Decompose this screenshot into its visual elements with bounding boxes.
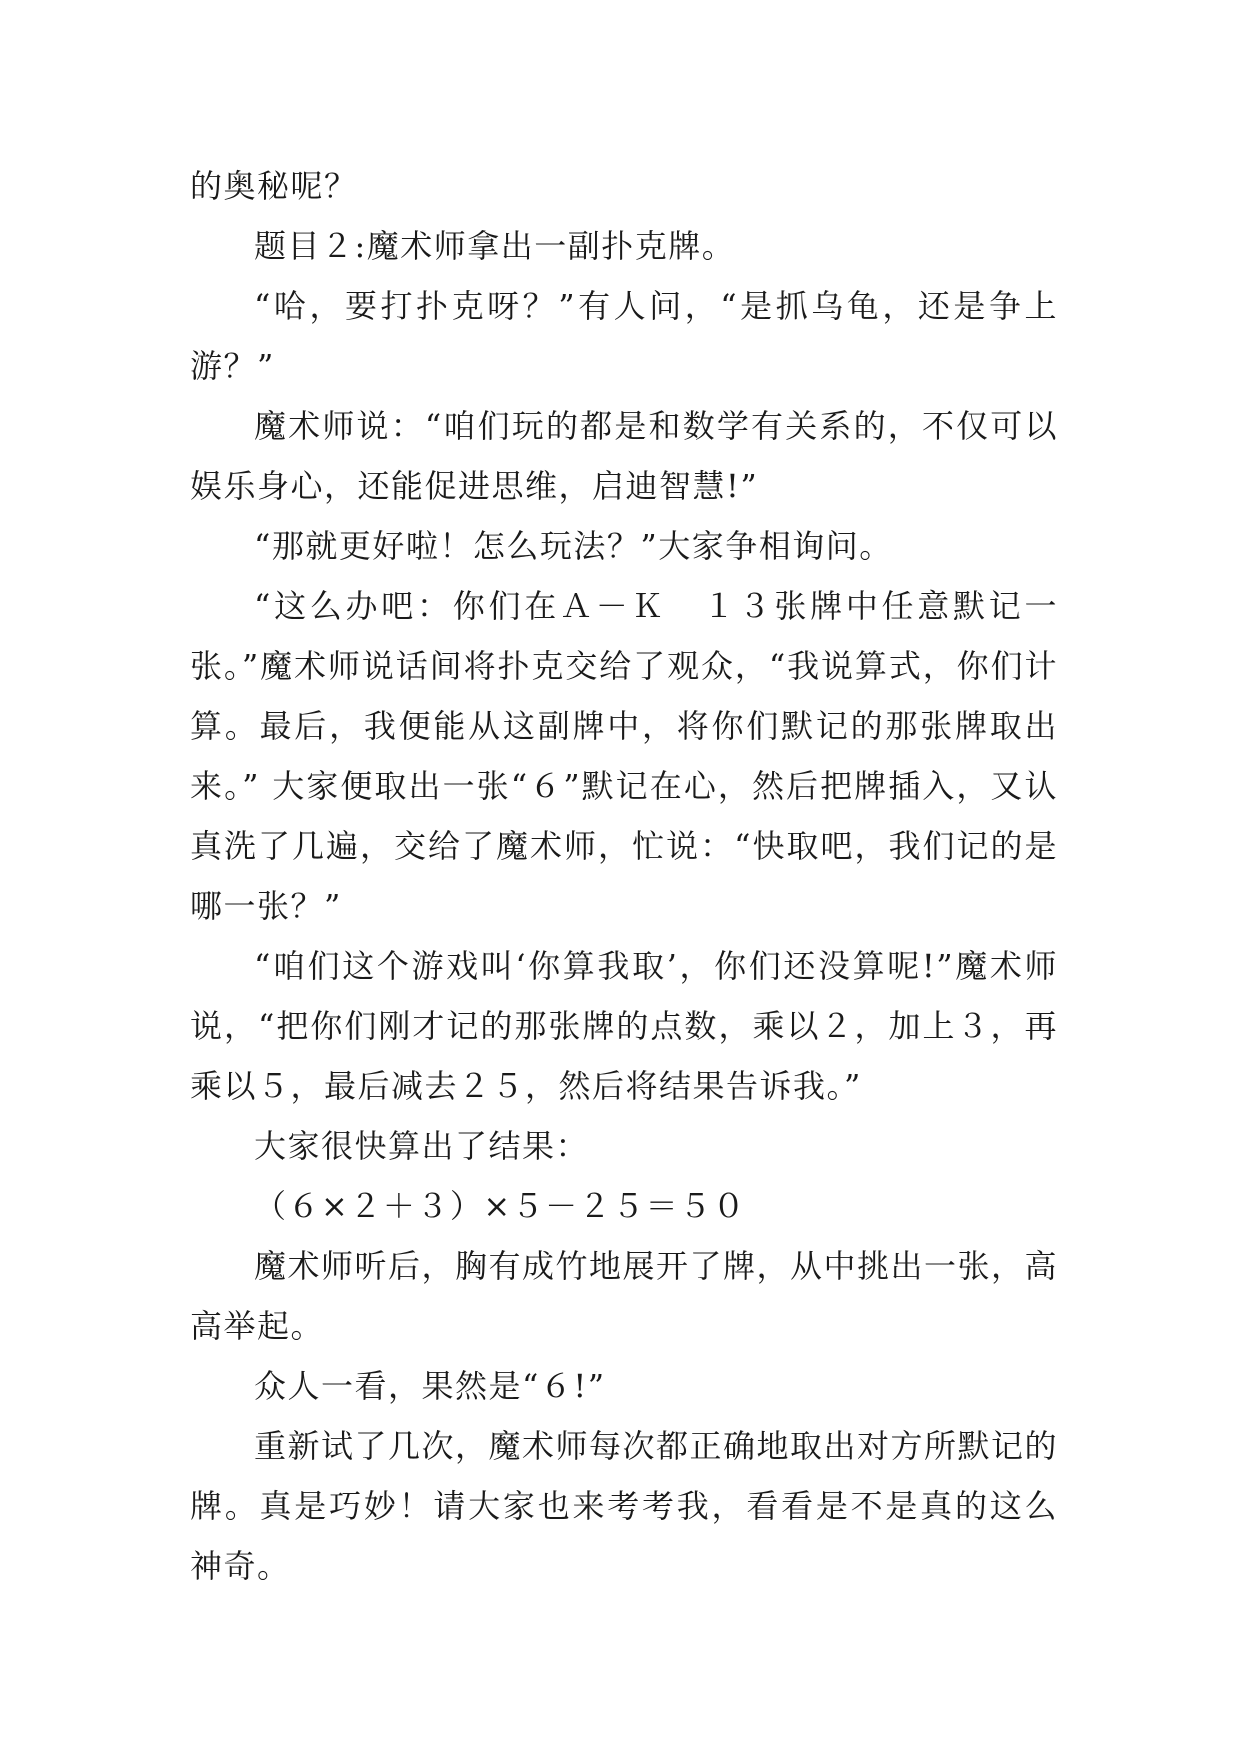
paragraph-magician-picks: 魔术师听后，胸有成竹地展开了牌，从中挑出一张，高高举起。 bbox=[190, 1247, 1059, 1345]
paragraph-crowd-asks: “那就更好啦！怎么玩法？”大家争相询问。 bbox=[254, 527, 893, 565]
paragraph-result-intro: 大家很快算出了结果： bbox=[254, 1127, 590, 1165]
paragraph-question: “哈，要打扑克呀？”有人问，“是抓乌龟，还是争上游？” bbox=[190, 287, 1058, 385]
paragraph-problem-title: 题目２:魔术师拿出一副扑克牌。 bbox=[254, 227, 736, 265]
paragraph-conclusion: 重新试了几次，魔术师每次都正确地取出对方所默记的牌。真是巧妙！请大家也来考考我，看看是不是真的这么神奇。 bbox=[190, 1427, 1059, 1585]
document-body bbox=[190, 156, 1058, 1596]
paragraph-reveal: 众人一看，果然是“６!” bbox=[254, 1367, 606, 1405]
paragraph-game-rules: “咱们这个游戏叫‘你算我取’，你们还没算呢!”魔术师说，“把你们刚才记的那张牌的点数，乘以２，加上３，再乘以５，最后减去２５，然后将结果告诉我。” bbox=[190, 947, 1058, 1105]
paragraph-equation: （６×２＋３）×５－２５＝５０ bbox=[254, 1187, 747, 1225]
paragraph-instructions: “这么办吧：你们在Ａ－Ｋ １３张牌中任意默记一张。”魔术师说话间将扑克交给了观众，“我说算式，你们计算。最后，我便能从这副牌中，将你们默记的那张牌取出来。” 大家便取出一张“６”默记在心，然后把牌插入，又认真洗了几遍，交给了魔术师，忙说：“快取吧，我们记的是哪一张？” bbox=[190, 587, 1058, 925]
paragraph-magician-reply: 魔术师说：“咱们玩的都是和数学有关系的，不仅可以娱乐身心，还能促进思维，启迪智慧!” bbox=[190, 407, 1058, 505]
paragraph-continuation: 的奥秘呢？ bbox=[190, 167, 358, 205]
